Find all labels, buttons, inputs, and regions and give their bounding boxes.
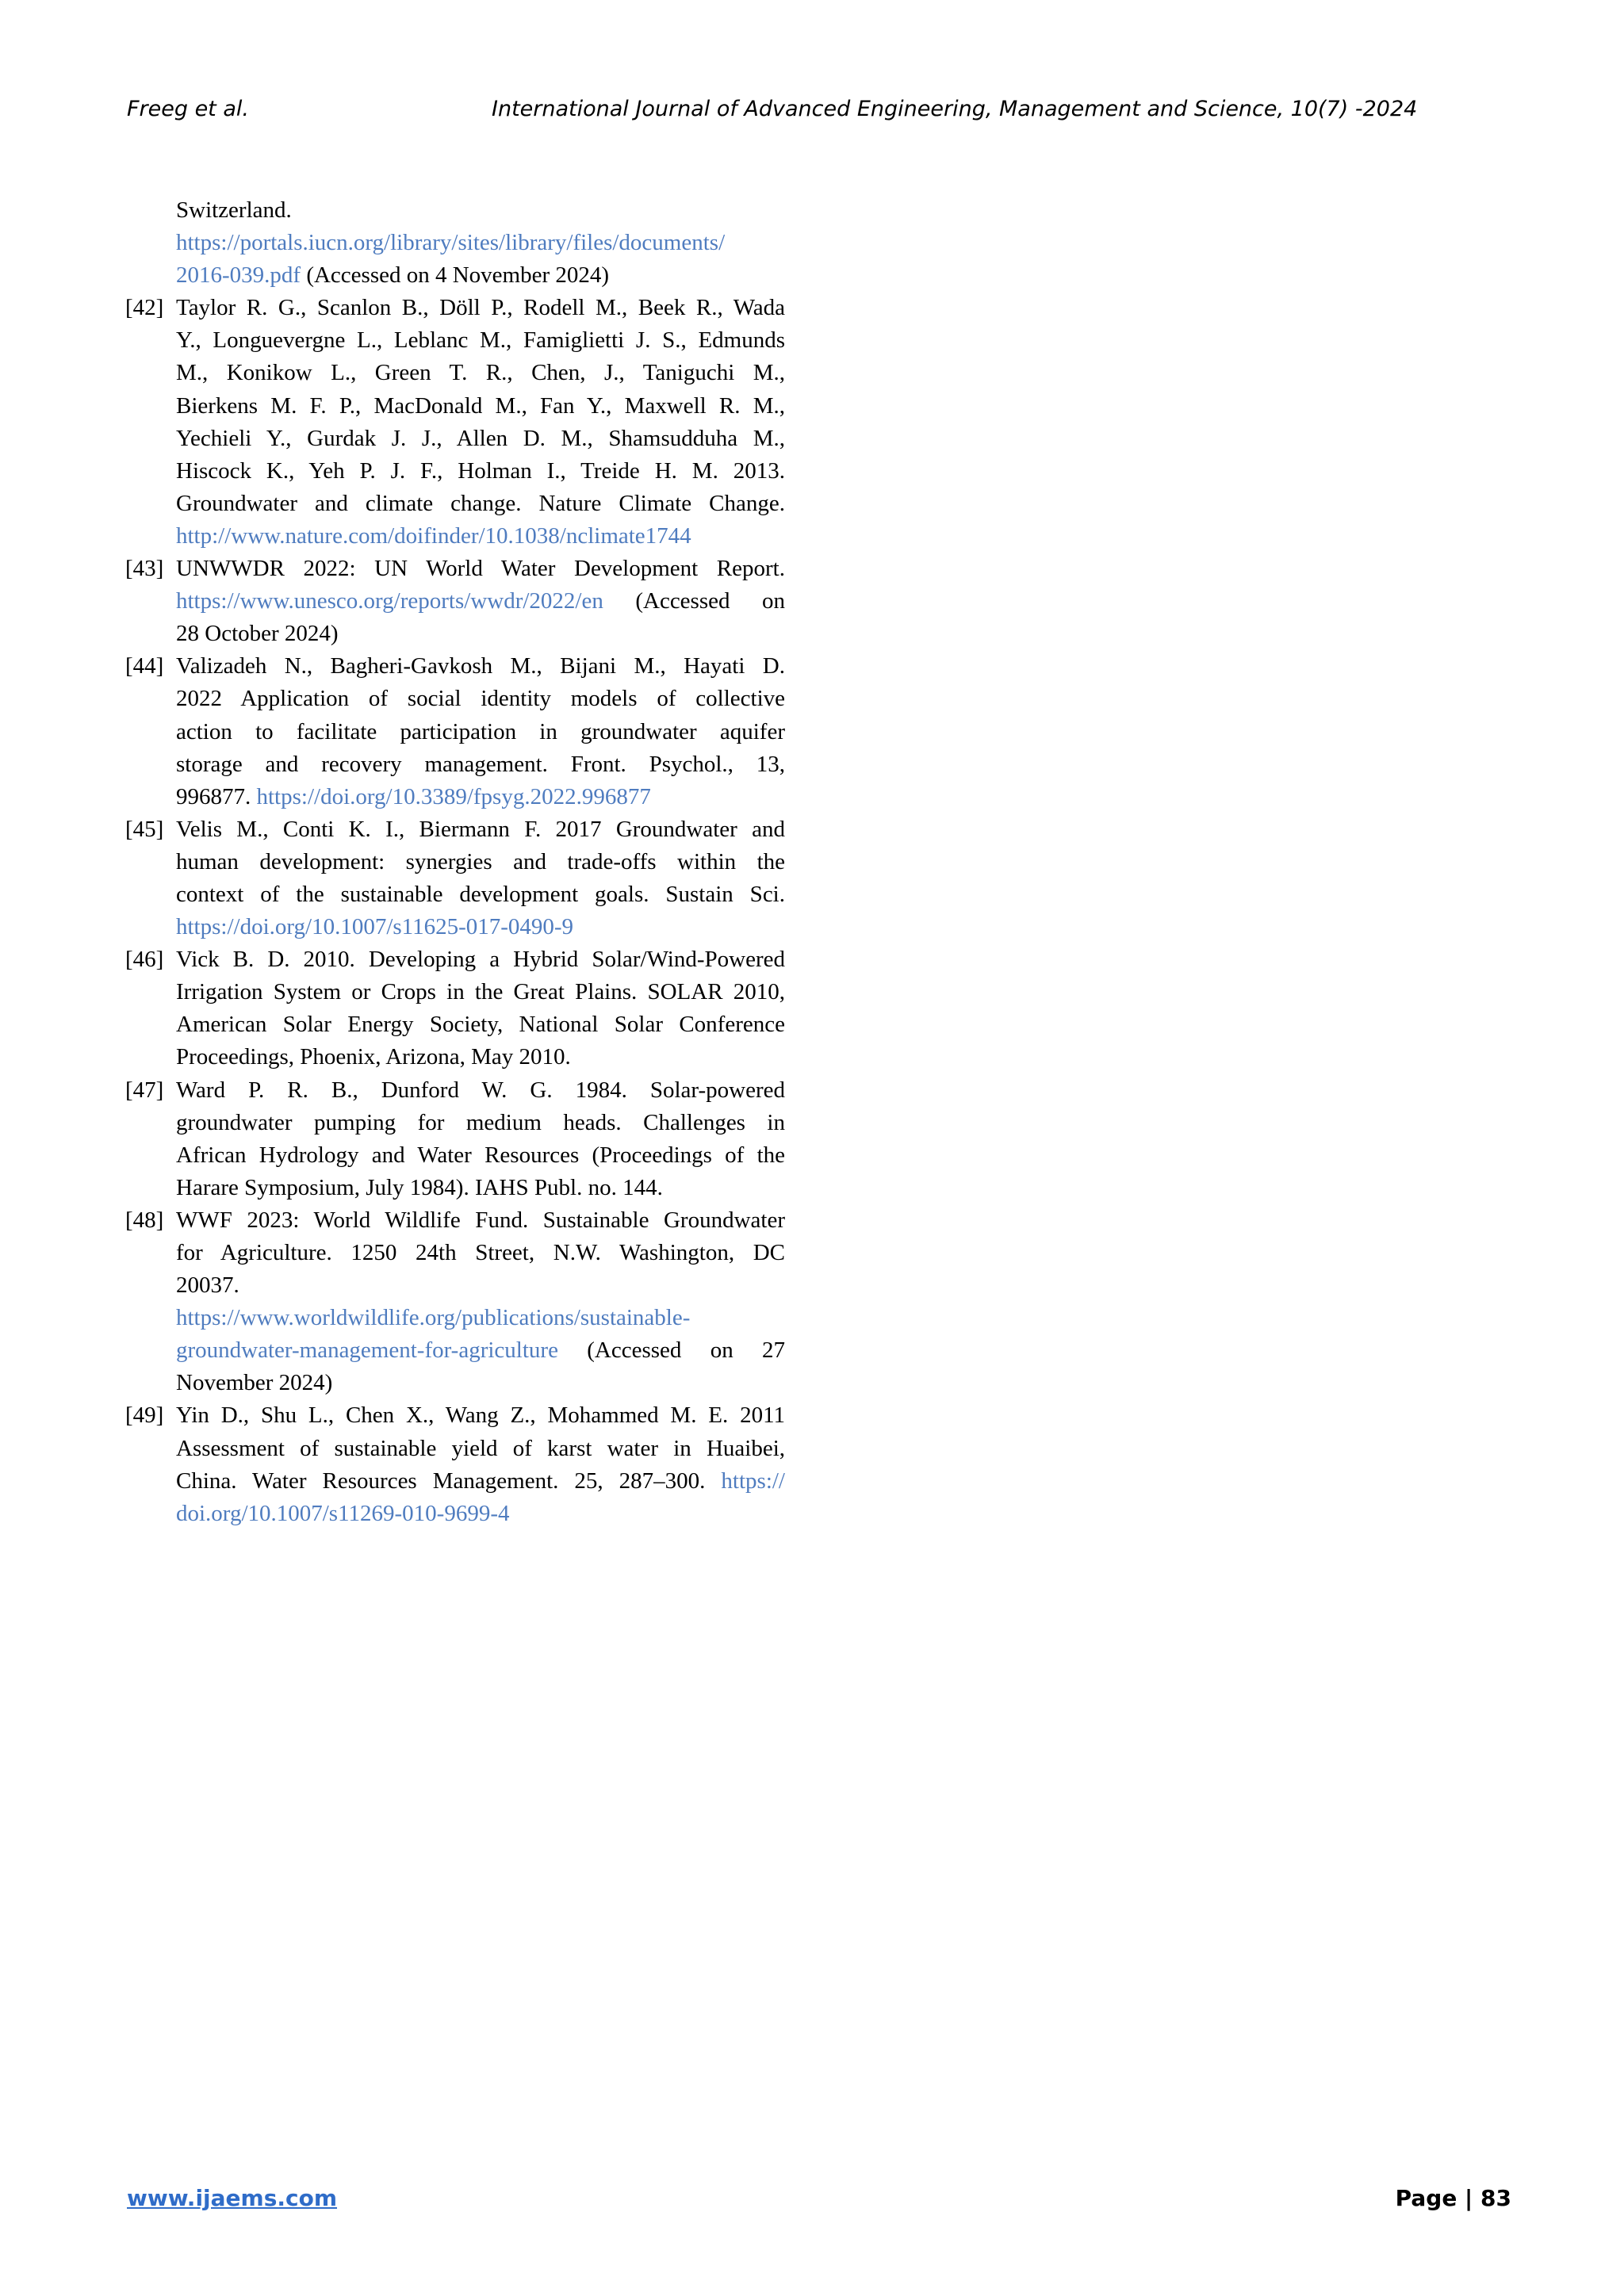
reference-text: Velis M., Conti K. I., Biermann F. 2017 Groundwater and bbox=[176, 816, 785, 842]
header-authors: Freeg et al. bbox=[127, 97, 249, 121]
reference-text: Assessment of sustainable yield of karst water in Huaibei, bbox=[176, 1435, 785, 1461]
page-footer bbox=[127, 2185, 1511, 2220]
reference-text: 2022 Application of social identity models of collective bbox=[176, 686, 785, 712]
reference-text: Hiscock K., Yeh P. J. F., Holman I., Treide H. M. 2013. bbox=[176, 457, 785, 484]
reference-text: (Accessed on 4 November 2024) bbox=[301, 262, 610, 289]
reference-49 bbox=[125, 1399, 785, 1529]
reference-44 bbox=[125, 650, 785, 813]
header-journal: International Journal of Advanced Engineering, Management and Science, 10(7) -2024 bbox=[492, 97, 1418, 121]
reference-text: Taylor R. G., Scanlon B., Döll P., Rodell M., Beek R., Wada bbox=[176, 295, 785, 321]
reference-text: human development: synergies and trade-offs within the bbox=[176, 848, 785, 874]
reference-text: action to facilitate participation in groundwater aquifer bbox=[176, 718, 785, 744]
reference-number: [46] bbox=[125, 947, 164, 973]
reference-text: Y., Longuevergne L., Leblanc M., Famiglietti J. S., Edmunds bbox=[176, 327, 785, 354]
reference-text: Bierkens M. F. P., MacDonald M., Fan Y., Maxwell R. M., bbox=[176, 392, 785, 419]
reference-text: China. Water Resources Management. 25, 287–300. bbox=[176, 1468, 722, 1494]
reference-text: (Accessed on bbox=[603, 588, 785, 614]
reference-link[interactable]: https://doi.org/10.1007/s11625-017-0490-9 bbox=[176, 914, 574, 940]
reference-link[interactable]: https:// bbox=[721, 1468, 785, 1494]
reference-text: Yechieli Y., Gurdak J. J., Allen D. M., Shamsudduha M., bbox=[176, 425, 785, 451]
reference-text: Groundwater and climate change. Nature Climate Change. bbox=[176, 490, 785, 516]
reference-text: Harare Symposium, July 1984). IAHS Publ. no. 144. bbox=[176, 1174, 663, 1200]
reference-link[interactable]: 2016-039.pdf bbox=[176, 262, 301, 289]
reference-text: American Solar Energy Society, National Solar Conference bbox=[176, 1012, 785, 1038]
reference-text: Yin D., Shu L., Chen X., Wang Z., Mohammed M. E. 2011 bbox=[176, 1402, 785, 1429]
running-header bbox=[127, 97, 1443, 133]
reference-link[interactable]: https://www.worldwildlife.org/publications/sustainable- bbox=[176, 1305, 691, 1331]
reference-47 bbox=[125, 1074, 785, 1204]
reference-number: [44] bbox=[125, 653, 164, 679]
reference-number: [45] bbox=[125, 816, 164, 842]
reference-text: Valizadeh N., Bagheri-Gavkosh M., Bijani M., Hayati D. bbox=[176, 653, 785, 679]
reference-link[interactable]: https://portals.iucn.org/library/sites/library/files/documents/ bbox=[176, 230, 726, 256]
reference-number: [47] bbox=[125, 1077, 164, 1103]
reference-text: context of the sustainable development goals. Sustain Sci. bbox=[176, 881, 785, 907]
reference-text: November 2024) bbox=[176, 1370, 333, 1396]
reference-link[interactable]: doi.org/10.1007/s11269-010-9699-4 bbox=[176, 1500, 510, 1526]
reference-text: Irrigation System or Crops in the Great Plains. SOLAR 2010, bbox=[176, 979, 785, 1005]
reference-43 bbox=[125, 553, 785, 650]
reference-42 bbox=[125, 292, 785, 553]
reference-number: [42] bbox=[125, 295, 164, 321]
reference-41-continued bbox=[125, 194, 785, 292]
reference-link[interactable]: http://www.nature.com/doifinder/10.1038/nclimate1744 bbox=[176, 522, 691, 549]
reference-number: [49] bbox=[125, 1402, 164, 1429]
reference-text: for Agriculture. 1250 24th Street, N.W. Washington, DC bbox=[176, 1240, 785, 1265]
reference-number: [48] bbox=[125, 1207, 164, 1233]
reference-text: groundwater pumping for medium heads. Challenges in bbox=[176, 1109, 785, 1135]
reference-text: Vick B. D. 2010. Developing a Hybrid Solar/Wind-Powered bbox=[176, 947, 785, 973]
reference-text: WWF 2023: World Wildlife Fund. Sustainable Groundwater bbox=[176, 1207, 785, 1233]
reference-link[interactable]: https://www.unesco.org/reports/wwdr/2022/en bbox=[176, 588, 603, 614]
reference-text: (Accessed on 27 bbox=[557, 1337, 785, 1364]
journal-website-link[interactable]: www.ijaems.com bbox=[127, 2185, 338, 2211]
reference-text: 20037. bbox=[176, 1272, 239, 1299]
reference-link[interactable]: https://doi.org/10.3389/fpsyg.2022.996877 bbox=[256, 783, 651, 809]
reference-number: [43] bbox=[125, 556, 164, 582]
reference-text: storage and recovery management. Front. Psychol., 13, bbox=[176, 751, 785, 777]
reference-text: UNWWDR 2022: UN World Water Development Report. bbox=[176, 556, 785, 582]
reference-text: Ward P. R. B., Dunford W. G. 1984. Solar-powered bbox=[176, 1077, 785, 1103]
reference-text: African Hydrology and Water Resources (Proceedings of the bbox=[176, 1142, 785, 1168]
reference-list bbox=[125, 194, 785, 1530]
reference-text: 996877. bbox=[176, 783, 257, 809]
reference-text: M., Konikow L., Green T. R., Chen, J., Taniguchi M., bbox=[176, 360, 785, 386]
reference-link[interactable]: groundwater-management-for-agriculture bbox=[176, 1337, 558, 1364]
reference-text: Switzerland. bbox=[176, 197, 292, 223]
reference-text: Proceedings, Phoenix, Arizona, May 2010. bbox=[176, 1044, 571, 1070]
reference-48 bbox=[125, 1204, 785, 1400]
reference-text: 28 October 2024) bbox=[176, 621, 339, 647]
page-number: Page | 83 bbox=[1395, 2185, 1511, 2211]
reference-46 bbox=[125, 943, 785, 1073]
reference-45 bbox=[125, 813, 785, 943]
